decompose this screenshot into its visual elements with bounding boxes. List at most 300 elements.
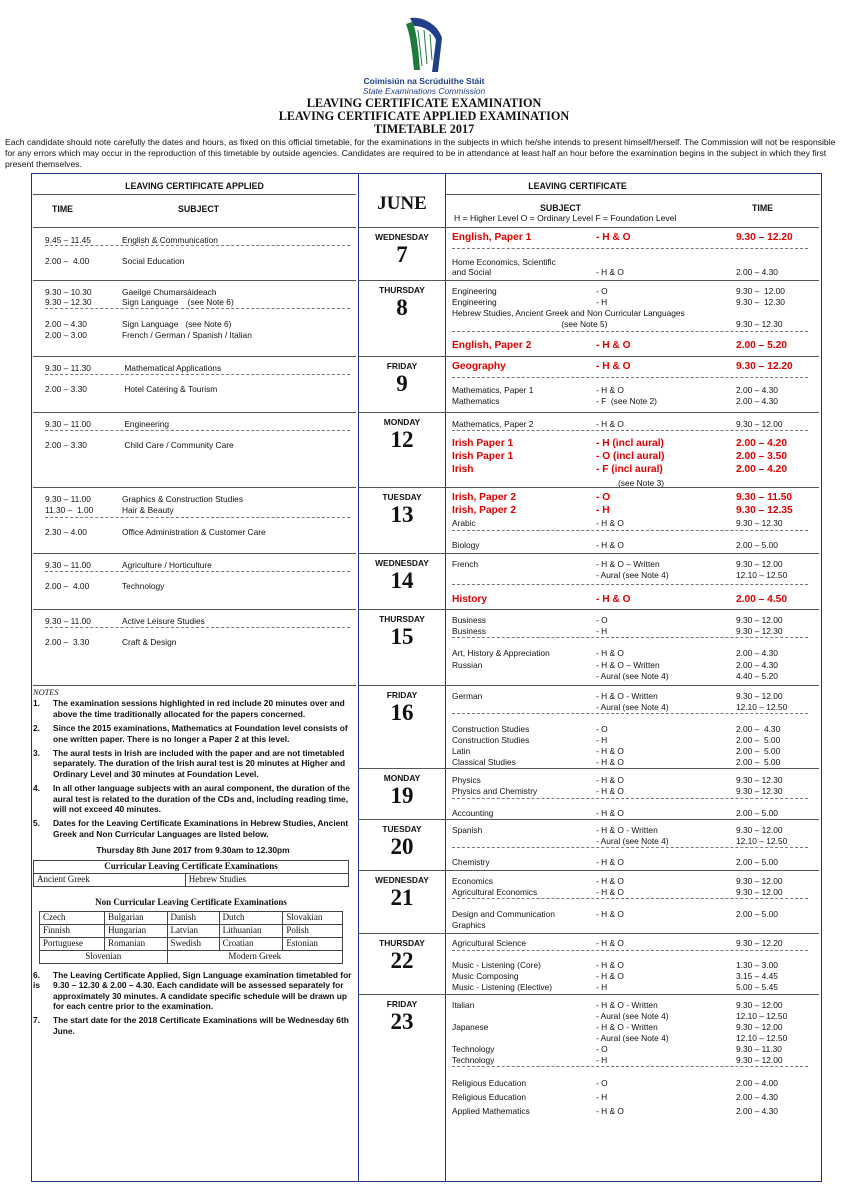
- row-separator: [452, 637, 808, 638]
- day-number: 13: [390, 502, 414, 527]
- lc-time: 2.00 – 4.50: [736, 594, 787, 605]
- lc-time: 9.30 – 12.30: [736, 775, 783, 785]
- lc-subject: Russian: [452, 660, 483, 670]
- lc-subject: Business: [452, 626, 486, 636]
- language-cell: Polish: [283, 924, 343, 937]
- lc-level: - H & O - Written: [596, 1022, 658, 1032]
- org-english: State Examinations Commission: [362, 86, 486, 96]
- lc-time: 9.30 – 12.30: [736, 518, 783, 528]
- row-separator: [452, 798, 808, 799]
- lc-subject: Economics: [452, 876, 493, 886]
- lc-level: - H & O - Written: [596, 825, 658, 835]
- lc-level: - H & O: [596, 594, 631, 605]
- lc-subject: Religious Education: [452, 1078, 527, 1088]
- day-block: [357, 999, 447, 1035]
- lc-time: 2.00 – 5.00: [736, 540, 778, 550]
- lc-level: - H & O: [596, 232, 631, 243]
- row-separator: [452, 950, 808, 951]
- lc-level: - O: [596, 615, 608, 625]
- language-cell: Czech: [40, 911, 105, 924]
- lc-time: 2.00 – 5.00: [736, 735, 781, 745]
- lc-level: - H: [596, 982, 608, 992]
- note-item: 2. Since the 2015 examinations, Mathematics at Foundation level consists of one written paper. There is no longer a Paper 2 at this level.: [33, 723, 348, 744]
- day-block: [357, 875, 447, 911]
- level-key: H = Higher Level O = Ordinary Level F = Foundation Level: [454, 213, 677, 223]
- section-divider: [33, 280, 356, 281]
- lca-subject: Child Care / Community Care: [122, 440, 234, 450]
- lc-subject: Graphics: [452, 920, 486, 930]
- lc-time: 1.30 – 3.00: [736, 960, 778, 970]
- language-cell: Finnish: [40, 924, 105, 937]
- lc-time: 4.40 – 5.20: [736, 671, 778, 681]
- lc-time: 9.30 – 12.00: [736, 286, 785, 296]
- day-name: FRIDAY: [386, 690, 418, 700]
- lca-time: 11.30 – 1.00: [45, 505, 94, 515]
- lca-subject: Office Administration & Customer Care: [122, 527, 266, 537]
- lc-subject: Technology: [452, 1055, 495, 1065]
- day-name: TUESDAY: [382, 492, 422, 502]
- lc-level: - H: [596, 505, 610, 516]
- language-cell: Lithuanian: [219, 924, 283, 937]
- row-separator: [45, 517, 350, 518]
- lc-time: 9.30 – 12.00: [736, 825, 783, 835]
- day-block: [357, 690, 447, 726]
- lca-subject: Mathematical Applications: [122, 363, 222, 373]
- lc-time: 9.30 – 12.30: [736, 297, 785, 307]
- month-heading: JUNE: [377, 193, 427, 214]
- lc-subject: English, Paper 2: [452, 340, 532, 351]
- lc-level: - H & O: [596, 876, 624, 886]
- lc-subject: Geography: [452, 361, 506, 372]
- section-divider: [358, 412, 819, 413]
- row-separator: [452, 898, 808, 899]
- day-name: THURSDAY: [379, 285, 425, 295]
- lc-level: - H: [596, 1092, 608, 1102]
- lc-level: - F (see Note 2): [596, 396, 657, 406]
- language-cell: Swedish: [167, 937, 219, 950]
- language-cell: Modern Greek: [167, 950, 342, 963]
- lca-subject: Technology: [122, 581, 165, 591]
- lc-time: 2.00 – 5.00: [736, 746, 781, 756]
- lca-time: 9.30 – 11.00: [45, 494, 91, 504]
- lc-level: - H (incl aural): [596, 438, 664, 449]
- note-item: 1. The examination sessions highlighted in red include 20 minutes over and above the time traditionally allocated for the papers concerned.: [33, 698, 345, 719]
- lc-time: 9.30 – 12.00: [736, 1055, 783, 1065]
- lca-subject: Hair & Beauty: [122, 505, 174, 515]
- lc-level: - H & O: [596, 648, 624, 658]
- org-irish: Coimisiún na Scrúduithe Stáit: [363, 76, 485, 86]
- lca-time: 2.00 – 3.00: [45, 330, 87, 340]
- lc-level: - H & O: [596, 540, 624, 550]
- row-separator: [45, 430, 350, 431]
- lc-time: 9.30 – 12.00: [736, 876, 783, 886]
- lc-time: 12.10 – 12.50: [736, 1011, 788, 1021]
- lca-time: 2.30 – 4.00: [45, 527, 87, 537]
- lc-subject: Japanese: [452, 1022, 489, 1032]
- language-cell: Latvian: [167, 924, 219, 937]
- row-separator: [45, 627, 350, 628]
- curricular-item: Hebrew Studies: [185, 873, 348, 886]
- lc-subject: Chemistry: [452, 857, 490, 867]
- section-divider: [358, 227, 819, 228]
- lc-subject: Construction Studies: [452, 724, 530, 734]
- day-block: [357, 361, 447, 397]
- language-cell: Dutch: [219, 911, 283, 924]
- language-cell: Hungarian: [105, 924, 167, 937]
- lc-level: - H & O: [596, 938, 624, 948]
- curricular-item: Ancient Greek: [34, 873, 186, 886]
- language-cell: Estonian: [283, 937, 343, 950]
- lc-level: - H & O: [596, 361, 631, 372]
- lc-time-heading: TIME: [752, 203, 774, 213]
- notes-section: [33, 688, 353, 1040]
- section-divider: [358, 487, 819, 488]
- lc-subject: Agricultural Economics: [452, 887, 538, 897]
- lc-level: - H & O: [596, 887, 624, 897]
- day-number: 19: [390, 783, 414, 808]
- lca-time: 9.30 – 10.30: [45, 287, 92, 297]
- lc-time: 2.00 – 4.20: [736, 438, 787, 449]
- lc-time: 12.10 – 12.50: [736, 702, 788, 712]
- lc-subject: Music - Listening (Core): [452, 960, 541, 970]
- lc-level: - Aural (see Note 4): [596, 836, 669, 846]
- lc-subject: Music Composing: [452, 971, 519, 981]
- section-divider: [358, 609, 819, 610]
- lc-time: 2.00 – 5.00: [736, 757, 781, 767]
- day-block: [357, 558, 447, 594]
- day-name: WEDNESDAY: [375, 875, 429, 885]
- lca-time-heading: TIME: [52, 204, 74, 214]
- lc-level: - H & O: [596, 909, 624, 919]
- row-separator: [45, 374, 350, 375]
- row-separator: [452, 530, 808, 531]
- lc-level: - Aural (see Note 4): [596, 1033, 669, 1043]
- lca-subject: Sign Language (see Note 6): [122, 297, 234, 307]
- lc-heading: LEAVING CERTIFICATE: [528, 181, 627, 191]
- day-number: 7: [396, 242, 408, 267]
- lc-time: 9.30 – 12.00: [736, 1000, 783, 1010]
- row-separator: [452, 331, 808, 332]
- note-item: 3. The aural tests in Irish are included with the paper and are not timetabled separately. The duration of the Irish aural test is 20 minutes at Higher and Ordinary Level and 30 minutes at Foundation Level.: [33, 748, 346, 779]
- lc-subject: Home Economics, Scientific: [452, 257, 556, 267]
- lca-subject: Social Education: [122, 256, 185, 266]
- lca-subject: Gaeilge Chumarsáideach: [122, 287, 217, 297]
- lc-subject: Mathematics, Paper 2: [452, 419, 534, 429]
- lc-subject: History: [452, 594, 488, 605]
- day-number: 22: [390, 948, 414, 973]
- row-separator: [452, 713, 808, 714]
- lc-time: 9.30 – 12.00: [736, 419, 783, 429]
- title-line-3: TIMETABLE 2017: [373, 122, 475, 136]
- lc-time: 9.30 – 12.30: [736, 626, 783, 636]
- lc-time: 2.00 – 4.00: [736, 1078, 778, 1088]
- lc-time: 9.30 – 12.20: [736, 938, 783, 948]
- day-number: 23: [390, 1009, 414, 1034]
- lca-subject: Sign Language (see Note 6): [122, 319, 232, 329]
- row-separator: [452, 584, 808, 585]
- section-divider: [358, 356, 819, 357]
- lca-time: 2.00 – 4.00: [45, 256, 90, 266]
- lc-subject: Arabic: [452, 518, 476, 528]
- lc-level: - Aural (see Note 4): [596, 702, 669, 712]
- lc-level: - F (incl aural): [596, 464, 663, 475]
- lc-time: 9.30 – 12.00: [736, 559, 783, 569]
- lca-subject: Hotel Catering & Tourism: [122, 384, 218, 394]
- noncurricular-table: [39, 895, 343, 964]
- day-block: [357, 824, 447, 860]
- lc-subject: Design and Communication: [452, 909, 555, 919]
- language-cell: Slovakian: [283, 911, 343, 924]
- lc-level: - H & O: [596, 960, 624, 970]
- lc-time: 2.00 – 4.30: [736, 385, 778, 395]
- day-block: [357, 938, 447, 974]
- lc-subject: Technology: [452, 1044, 495, 1054]
- day-name: WEDNESDAY: [375, 558, 429, 568]
- lca-time: 2.00 – 3.30: [45, 637, 90, 647]
- noncurricular-title: Non Curricular Leaving Certificate Examinations: [95, 897, 287, 908]
- section-divider: [358, 685, 819, 686]
- lc-level: - H & O – Written: [596, 559, 660, 569]
- lc-time: 3.15 – 4.45: [736, 971, 778, 981]
- lc-subject: Classical Studies: [452, 757, 516, 767]
- lc-level: - H & O: [596, 786, 624, 796]
- lc-time: 12.10 – 12.50: [736, 570, 788, 580]
- lc-subject: Spanish: [452, 825, 483, 835]
- day-block: [357, 614, 447, 650]
- lc-time: 9.30 – 12.00: [736, 1022, 783, 1032]
- lc-level: - H & O: [596, 971, 624, 981]
- day-name: MONDAY: [383, 417, 421, 427]
- lc-level: - H: [596, 1055, 608, 1065]
- day-block: [357, 285, 447, 321]
- lc-level: - Aural (see Note 4): [596, 1011, 669, 1021]
- lc-subject: Engineering: [452, 286, 497, 296]
- day-number: 20: [390, 834, 414, 859]
- day-name: FRIDAY: [386, 361, 418, 371]
- lc-level: - O: [596, 1078, 608, 1088]
- language-cell: Portuguese: [40, 937, 105, 950]
- lc-level: - O: [596, 724, 608, 734]
- day-block: [357, 232, 447, 268]
- lca-subject: Graphics & Construction Studies: [122, 494, 244, 504]
- day-name: WEDNESDAY: [375, 232, 429, 242]
- lca-subject-heading: SUBJECT: [178, 204, 220, 214]
- lc-level: - O: [596, 492, 611, 503]
- lc-subject: Irish, Paper 2: [452, 492, 516, 503]
- lc-time: 9.30 – 12.35: [736, 505, 793, 516]
- lc-time: 12.10 – 12.50: [736, 836, 788, 846]
- lc-level: - H: [596, 735, 608, 745]
- lc-level: - Aural (see Note 4): [596, 570, 669, 580]
- lc-subject: Music - Listening (Elective): [452, 982, 553, 992]
- language-cell: Bulgarian: [105, 911, 167, 924]
- lc-level: - H & O: [596, 757, 624, 767]
- language-cell: Slovenian: [40, 950, 168, 963]
- lc-level: - H & O: [596, 746, 624, 756]
- lc-time: 2.00 – 5.00: [736, 808, 778, 818]
- lc-subject: Italian: [452, 1000, 475, 1010]
- day-number: 21: [390, 885, 414, 910]
- section-divider: [33, 609, 356, 610]
- row-separator: [452, 430, 808, 431]
- lca-time: 9.30 – 11.00: [45, 560, 91, 570]
- lc-time: 2.00 – 5.00: [736, 857, 778, 867]
- lc-level: - H & O: [596, 1106, 624, 1116]
- lc-subject: Physics and Chemistry: [452, 786, 538, 796]
- day-name: THURSDAY: [379, 614, 425, 624]
- harp-logo-icon: [392, 14, 462, 74]
- lca-subject: English & Communication: [122, 235, 218, 245]
- curricular-table: [33, 860, 349, 887]
- section-divider: [33, 685, 356, 686]
- lc-subject: Business: [452, 615, 486, 625]
- lca-time: 9.45 – 11.45: [45, 235, 91, 245]
- day-block: [357, 492, 447, 528]
- lc-subject: Mathematics, Paper 1: [452, 385, 534, 395]
- lc-time: 9.30 – 12.00: [736, 691, 783, 701]
- lc-subject: English, Paper 1: [452, 232, 532, 243]
- section-divider: [358, 280, 819, 281]
- lc-level: - Aural (see Note 4): [596, 671, 669, 681]
- lca-time: 2.00 – 4.30: [45, 319, 87, 329]
- lc-subject: Engineering: [452, 297, 497, 307]
- lca-time: 2.00 – 4.00: [45, 581, 90, 591]
- lc-subject: German: [452, 691, 483, 701]
- lc-time: 9.30 – 12.00: [736, 615, 783, 625]
- lc-subject: Religious Education: [452, 1092, 527, 1102]
- language-cell: Romanian: [105, 937, 167, 950]
- section-divider: [33, 487, 356, 488]
- lca-subject: Engineering: [122, 419, 170, 429]
- lc-subject: Irish: [452, 464, 474, 475]
- day-name: MONDAY: [383, 773, 421, 783]
- lc-time: 9.30 – 11.30: [736, 1044, 782, 1054]
- note5-date: Thursday 8th June 2017 from 9.30am to 12.30pm: [96, 845, 290, 856]
- lc-time: 2.00 – 4.30: [736, 396, 778, 406]
- section-divider: [33, 356, 356, 357]
- lca-subject: French / German / Spanish / Italian: [122, 330, 252, 340]
- notes-title: NOTES: [33, 688, 59, 697]
- title-line-1: LEAVING CERTIFICATE EXAMINATION: [306, 96, 542, 110]
- day-name: FRIDAY: [386, 999, 418, 1009]
- note-item: 4. In all other language subjects with an aural component, the duration of the aural test is related to the duration of the CDs and, including reading time, will not exceed 40 minutes.: [33, 783, 350, 815]
- lc-subject: (see Note 5): [452, 319, 608, 329]
- section-divider: [33, 553, 356, 554]
- lc-subject: Physics: [452, 775, 481, 785]
- lc-time: 9.30 – 12.30: [736, 786, 783, 796]
- lc-level: - H & O: [596, 340, 631, 351]
- lc-subject: Latin: [452, 746, 471, 756]
- lc-time: 2.00 – 4.30: [736, 648, 778, 658]
- row-separator: [45, 308, 350, 309]
- lc-level: - H & O: [596, 267, 624, 277]
- day-name: TUESDAY: [382, 824, 422, 834]
- lc-subject-heading: SUBJECT: [540, 203, 582, 213]
- lc-level: - H & O: [596, 775, 624, 785]
- lc-subject: Accounting: [452, 808, 494, 818]
- lc-subject: French: [452, 559, 479, 569]
- section-divider: [33, 412, 356, 413]
- day-number: 14: [390, 568, 414, 593]
- day-number: 9: [396, 371, 408, 396]
- day-number: 16: [390, 700, 414, 725]
- lc-subject: and Social: [452, 267, 492, 277]
- lc-time: 2.00 – 5.00: [736, 909, 778, 919]
- note-item: 5. Dates for the Leaving Certificate Examinations in Hebrew Studies, Ancient Greek and Non Curricular Languages are listed below.: [33, 818, 349, 839]
- lca-subject: Active Leisure Studies: [122, 616, 205, 626]
- lc-time: 9.30 – 12.20: [736, 361, 793, 372]
- lca-time: 2.00 – 3.30: [45, 384, 87, 394]
- lca-subject: Agriculture / Horticulture: [122, 560, 212, 570]
- lc-level: - H & O – Written: [596, 660, 660, 670]
- section-divider: [33, 227, 356, 228]
- lc-level: - H & O: [596, 808, 624, 818]
- lca-time: 9.30 – 12.30: [45, 297, 92, 307]
- lc-level: - H & O - Written: [596, 1000, 658, 1010]
- lc-subject: Applied Mathematics: [452, 1106, 530, 1116]
- row-separator: [45, 571, 350, 572]
- lca-time: 2.00 – 3.30: [45, 440, 87, 450]
- lc-time: 2.00 – 3.50: [736, 451, 787, 462]
- day-number: 15: [390, 624, 414, 649]
- lc-level: - H & O: [596, 857, 624, 867]
- row-separator: [452, 248, 808, 249]
- lc-time: 2.00 – 4.30: [736, 660, 778, 670]
- lc-level: - H & O - Written: [596, 691, 658, 701]
- lc-time: 9.30 – 11.50: [736, 492, 793, 503]
- lc-level: - H & O: [596, 419, 624, 429]
- day-block: [357, 773, 447, 809]
- section-divider: [358, 819, 819, 820]
- lc-level: - O: [596, 1044, 608, 1054]
- lc-time: 9.30 – 12.00: [736, 887, 783, 897]
- lc-subject: Irish, Paper 2: [452, 505, 516, 516]
- lc-time: 9.30 – 12.30: [736, 319, 783, 329]
- intro-text: Each candidate should note carefully the dates and hours, as fixed on this official timetable, for the examinations in the subjects in which he/she intends to present himself/herself. The Commission will not be responsible for any errors which may occur in the reproduction of this timetable by outside agencies. Candidates are required to be in attendance at least half an hour before the examination begins in the subject in which they first present themselves.: [5, 137, 836, 169]
- lc-time: 5.00 – 5.45: [736, 982, 778, 992]
- lca-subject: Craft & Design: [122, 637, 177, 647]
- lc-subject: Hebrew Studies, Ancient Greek and Non Curricular Languages: [452, 308, 685, 318]
- lc-subject: Agricultural Science: [452, 938, 527, 948]
- lc-level: - O (incl aural): [596, 451, 665, 462]
- section-divider: [358, 553, 819, 554]
- lc-subject: Construction Studies: [452, 735, 530, 745]
- lc-time: 9.30 – 12.20: [736, 232, 793, 243]
- day-number: 8: [396, 295, 408, 320]
- row-separator: [452, 847, 808, 848]
- day-name: THURSDAY: [379, 938, 425, 948]
- row-separator: [45, 245, 350, 246]
- lca-heading: LEAVING CERTIFICATE APPLIED: [125, 181, 264, 191]
- lc-level: - H & O: [596, 385, 624, 395]
- curricular-title: Curricular Leaving Certificate Examinations: [34, 860, 349, 873]
- title-line-2: LEAVING CERTIFICATE APPLIED EXAMINATION: [278, 109, 570, 123]
- lc-level: - H & O: [596, 518, 624, 528]
- lc-subject: Irish Paper 1: [452, 451, 514, 462]
- lc-level: - O: [596, 286, 608, 296]
- lc-time: 2.00 – 4.20: [736, 464, 787, 475]
- lc-subject: Biology: [452, 540, 480, 550]
- lc-subject: Art, History & Appreciation: [452, 648, 550, 658]
- language-cell: Croatian: [219, 937, 283, 950]
- section-divider: [358, 870, 819, 871]
- day-block: [357, 417, 447, 453]
- lc-time: 12.10 – 12.50: [736, 1033, 788, 1043]
- lca-time: 9.30 – 11.00: [45, 419, 91, 429]
- day-number: 12: [390, 427, 414, 452]
- lc-level: - H: [596, 297, 608, 307]
- language-cell: Danish: [167, 911, 219, 924]
